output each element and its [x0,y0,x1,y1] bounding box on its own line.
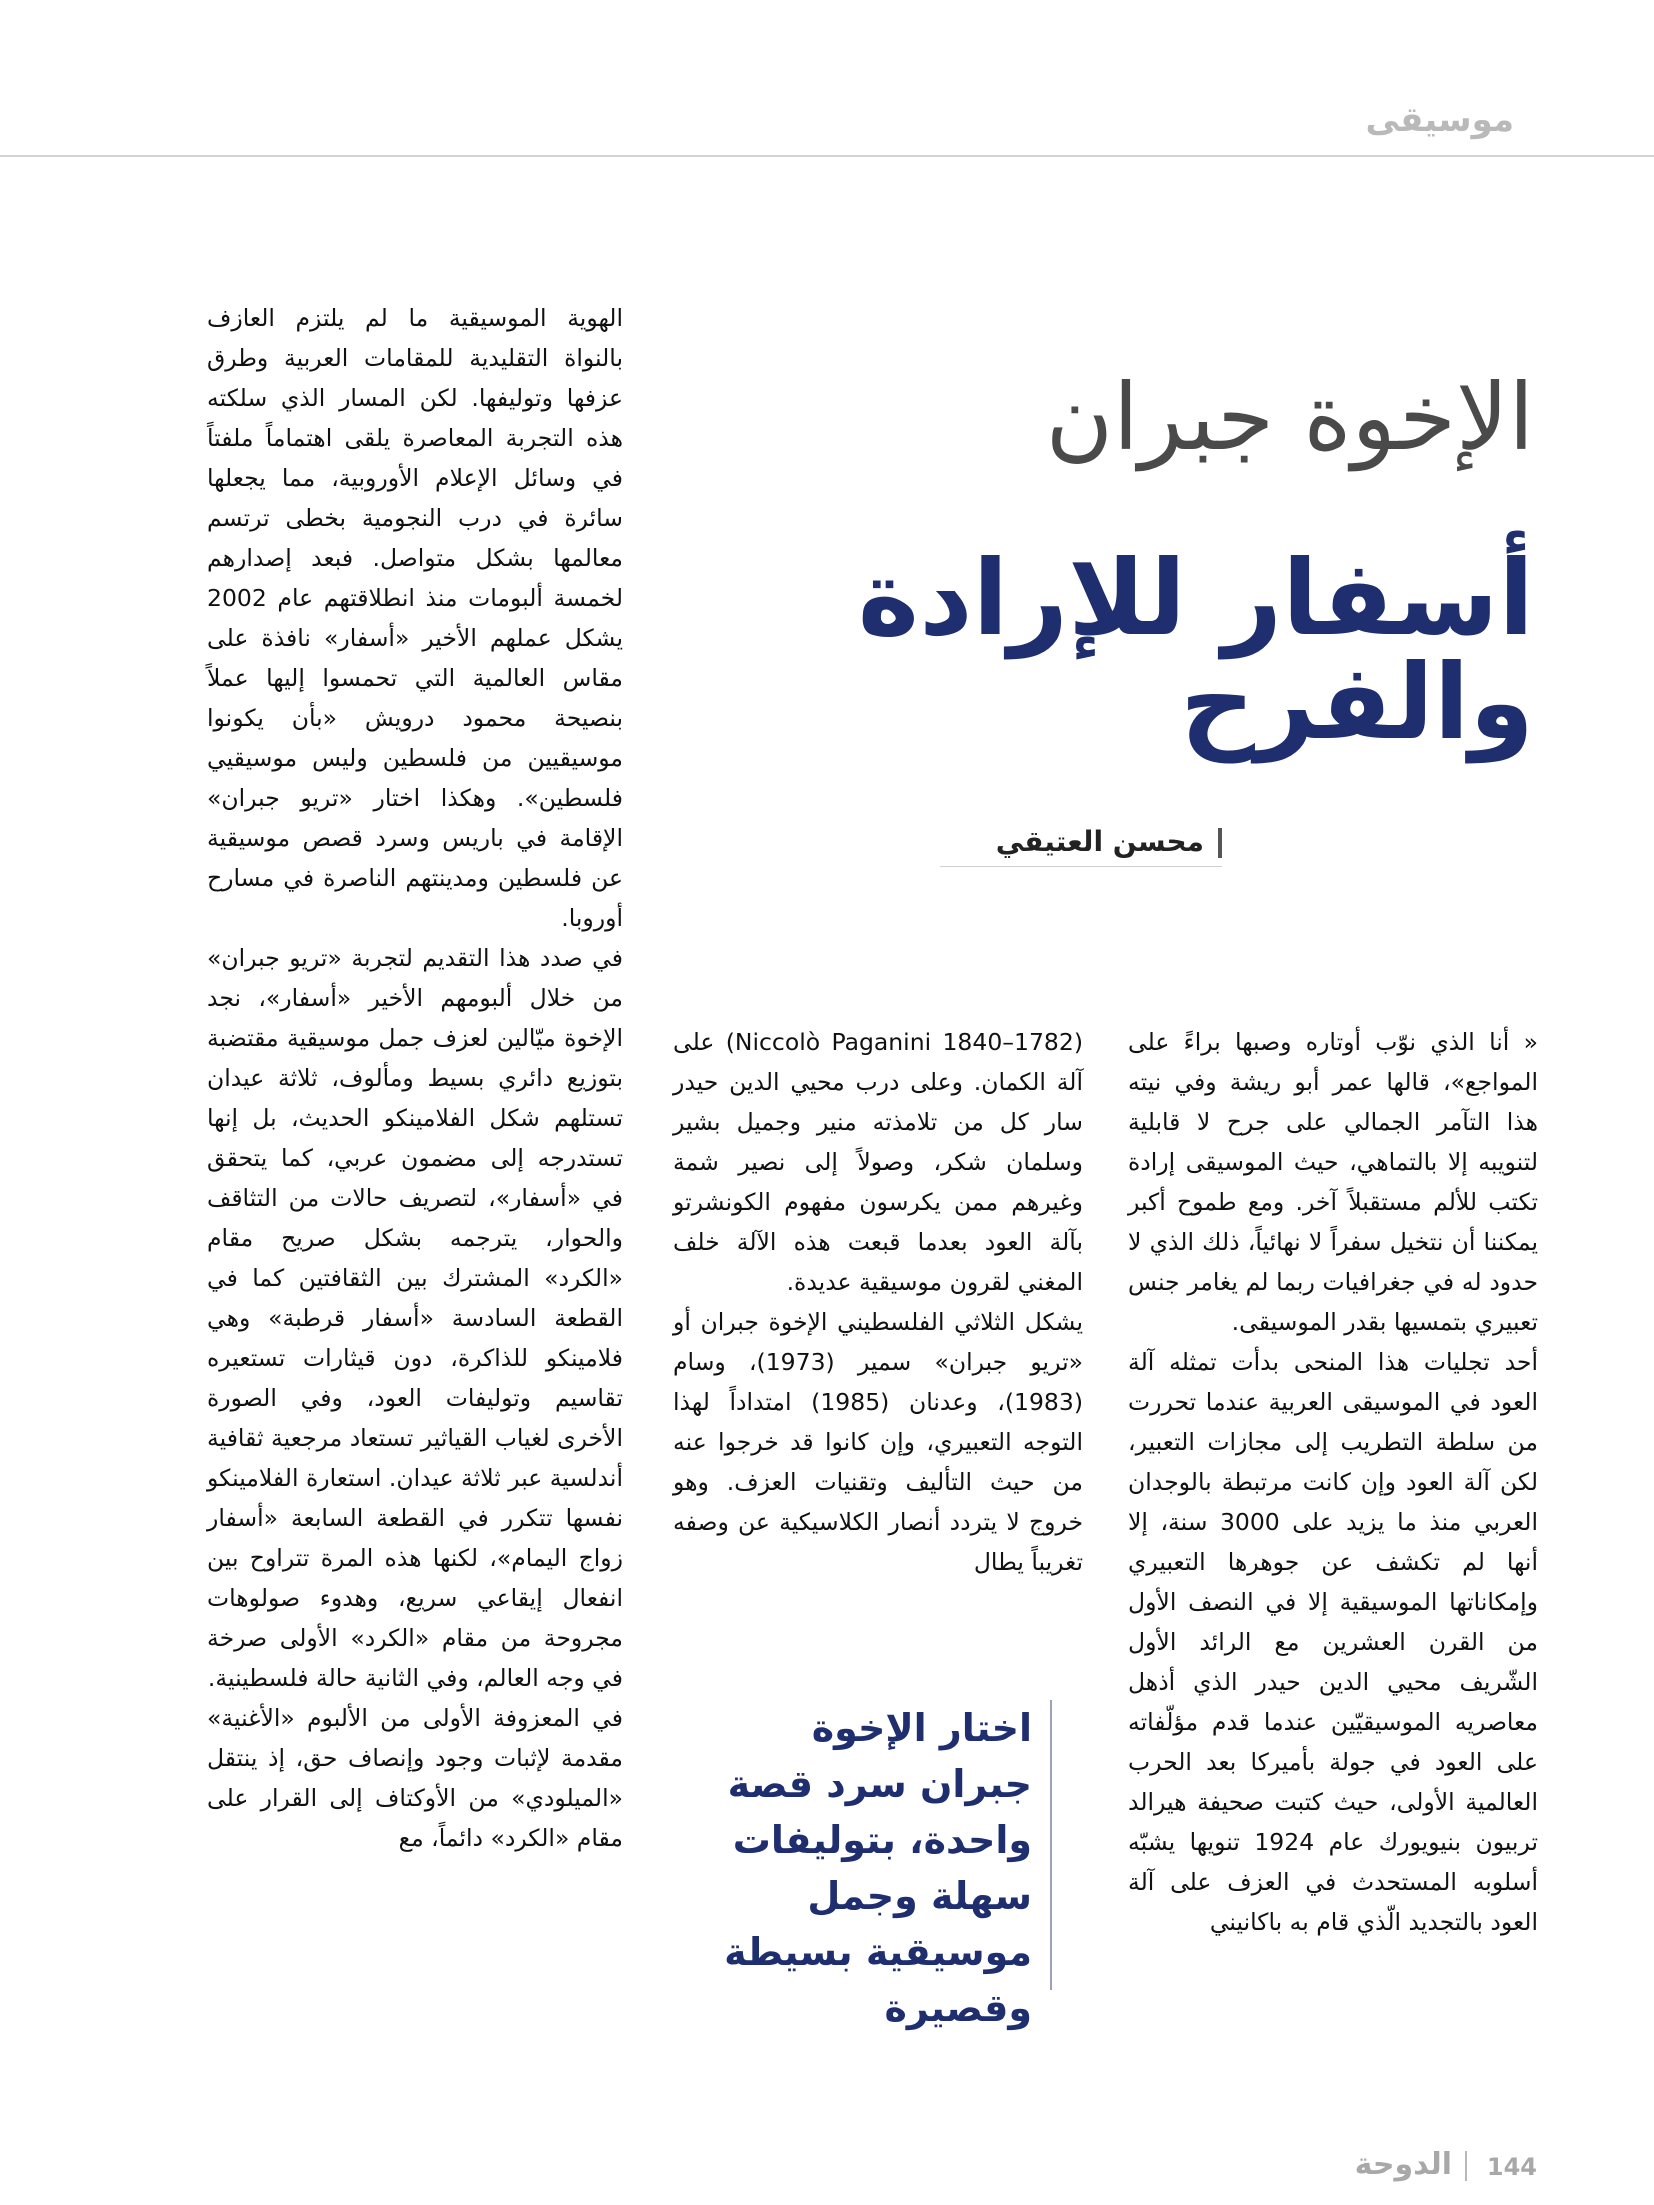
section-label: موسيقى [1365,100,1514,140]
paragraph: « أنا الذي نوّب أوتاره وصبها براءً على المواجع»، قالها عمر أبو ريشة وفي نيته هذا التآمر الجمالي على جرح لا قابلية لتنويبه إلا بالتماهي، حيث الموسيقى إرادة تكتب للألم مستقبلاً آخر. ومع طموح أكبر يمكننا أن نتخيل سفراً لا نهائياً، ذلك الذي لا حدود له في جغرافيات ربما لم يغامر جنس تعبيري بتمسيها بقدر الموسيقى. [1128,1028,1538,1336]
paragraph: أحد تجليات هذا المنحى بدأت تمثله آلة العود في الموسيقى العربية عندما تحررت من سلطة التطريب إلى مجازات التعبير، لكن آلة العود وإن كانت مرتبطة بالوجدان العربي منذ ما يزيد على 3000 سنة، إلا أنها لم تكشف عن جوهرها التعبيري وإمكاناتها الموسيقية إلا في النصف الأول من القرن العشرين مع الرائد الأول الشّريف محيي الدين حيدر الذي أذهل معاصريه الموسيقيّين عندما قدم مؤلّفاته على العود في جولة بأميركا بعد الحرب العالمية الأولى، حيث كتبت صحيفة هيرالد تربيون بنيويورك عام 1924 تنويها يشبّه أسلوبه المستحدث في العزف على آلة العود بالتجديد الّذي قام به باكانيني [1128,1348,1538,1936]
paragraph: في صدد هذا التقديم لتجربة «تريو جبران» من خلال ألبومهم الأخير «أسفار»، نجد الإخوة ميّالين لعزف جمل موسيقية مقتضبة بتوزيع دائري بسيط ومألوف، ثلاثة عيدان تستلهم شكل الفلامينكو الحديث، بل إنها تستدرجه إلى مضمون عربي، كما يتحقق في «أسفار»، لتصريف حالات من التثاقف والحوار، يترجمه بشكل صريح مقام «الكرد» المشترك بين الثقافتين كما في القطعة السادسة «أسفار قرطبة» وهي فلامينكو للذاكرة، دون قيثارات تستعيره تقاسيم وتوليفات العود، وفي الصورة الأخرى لغياب القياثير تستعاد مرجعية ثقافية أندلسية عبر ثلاثة عيدان. استعارة الفلامينكو نفسها تتكرر في القطعة السابعة «أسفار زواج اليمام»، لكنها هذه المرة تتراوح بين انفعال إيقاعي سريع، وهدوء صولوهات مجروحة من مقام «الكرد» الأولى صرخة في وجه العالم، وفي الثانية حالة فلسطينية. [206,944,623,1692]
byline-divider [940,866,1222,867]
text-column-middle [673,1022,1084,1576]
pull-quote-rule [1050,1700,1052,1990]
text-column-left [207,298,623,2083]
article-subtitle: أسفار للإرادة والفرح [857,537,1534,764]
author-byline [702,825,1222,858]
footer-separator [1465,2151,1467,2181]
header-divider [0,155,1654,157]
page-number: 144 [1486,2153,1537,2181]
byline-bar [1218,828,1222,858]
magazine-name: الدوحة [1354,2147,1452,2182]
pull-quote-text: اختار الإخوة جبران سرد قصة واحدة، بتوليفات سهلة وجمل موسيقية بسيطة وقصيرة [724,1706,1032,2030]
paragraph: في المعزوفة الأولى من الألبوم «الأغنية» مقدمة لإثبات وجود وإنصاف حق، إذ ينتقل «الميلودي» من الأوكتاف إلى القرار على مقام «الكرد» دائماً، مع [207,1704,623,1852]
paragraph: (Niccolò Paganini 1840–1782) على آلة الكمان. وعلى درب محيي الدين حيدر سار كل من تلامذته منير وجميل بشير وسلمان شكر، وصولاً إلى نصير شمة وغيرهم ممن يكرسون مفهوم الكونشرتو بآلة العود بعدما قبعت هذه الآلة خلف المغني لقرون موسيقية عديدة. [673,1028,1083,1296]
author-name: محسن العتيقي [995,825,1204,858]
paragraph: الهوية الموسيقية ما لم يلتزم العازف بالنواة التقليدية للمقامات العربية وطرق عزفها وتوليفها. لكن المسار الذي سلكته هذه التجربة المعاصرة يلقى اهتماماً ملفتاً في وسائل الإعلام الأوروبية، مما يجعلها سائرة في درب النجومية بخطى ترتسم معالمها بشكل متواصل. فبعد إصدارهم لخمسة ألبومات منذ انطلاقتهم عام 2002 يشكل عملهم الأخير «أسفار» نافذة على مقاس العالمية التي تحمسوا إليها عملاً بنصيحة محمود درويش «بأن يكونوا موسيقيين من فلسطين وليس موسيقيي فلسطين». وهكذا اختار «تريو جبران» الإقامة في باريس وسرد قصص موسيقية عن فلسطين ومدينتهم الناصرة في مسارح أوروبا. [207,304,623,932]
text-column-right [1128,1022,1538,2057]
article-title: الإخوة جبران [1045,363,1534,471]
pull-quote [702,1700,1042,2030]
paragraph: يشكل الثلاثي الفلسطيني الإخوة جبران أو «تريو جبران» سمير (1973)، وسام (1983)، وعدنان (1985) امتداداً لهذا التوجه التعبيري، وإن كانوا قد خرجوا عنه من حيث التأليف وتقنيات العزف. وهو خروج لا يتردد أنصار الكلاسيكية عن وصفه تغريباً يطال [673,1308,1084,1576]
